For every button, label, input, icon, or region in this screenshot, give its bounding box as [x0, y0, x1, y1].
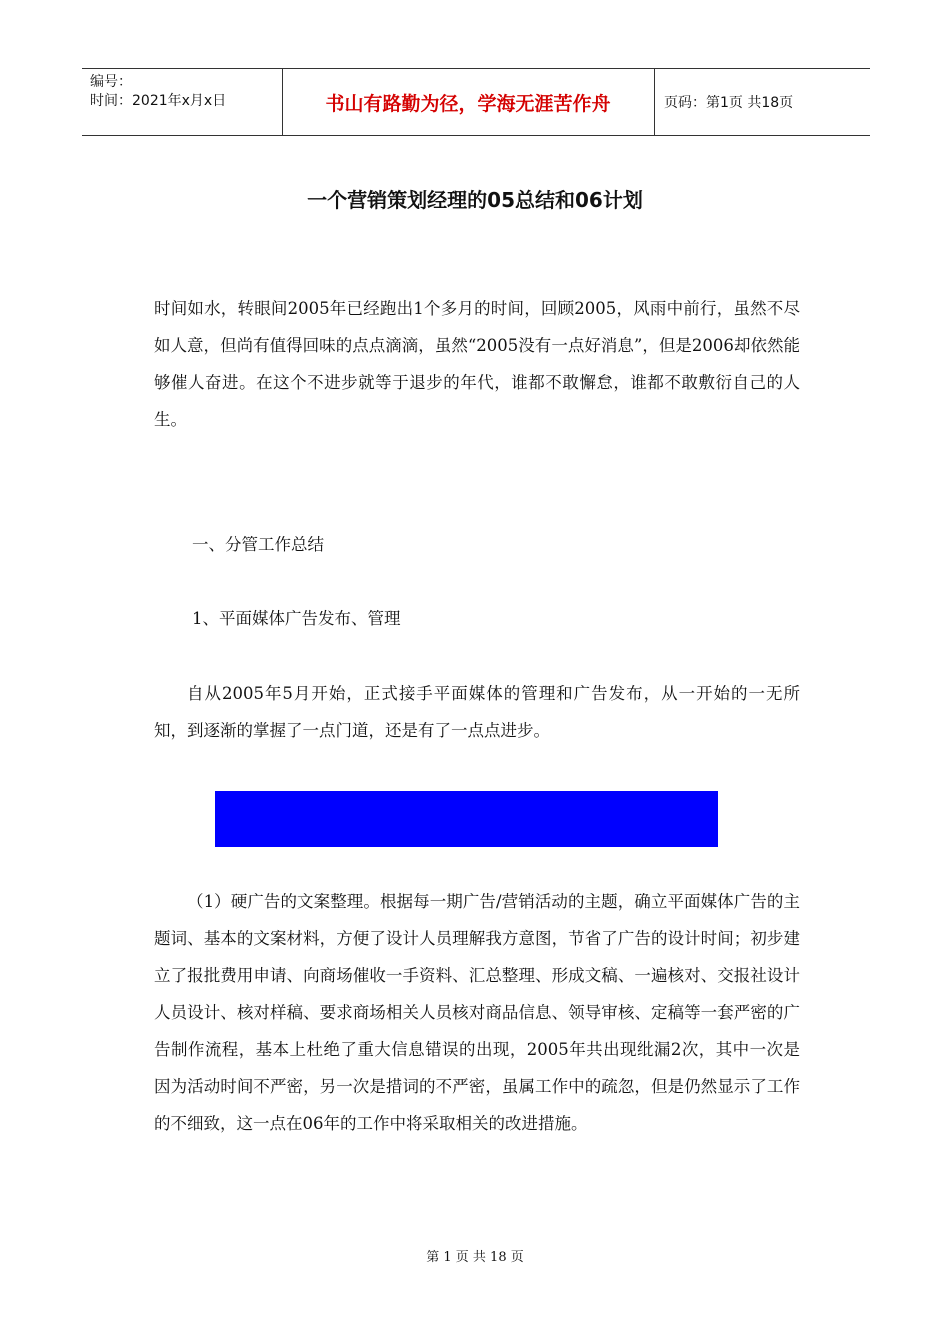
page-footer: 第 1 页 共 18 页	[426, 1250, 524, 1265]
document-title: 一个营销策划经理的05总结和06计划	[307, 188, 643, 212]
header-meta	[90, 73, 226, 111]
intro-paragraph: 时间如水，转眼间2005年已经跑出1个多月的时间，回顾2005，风雨中前行，虽然不尽如人意，但尚有值得回味的点点滴滴，虽然“2005没有一点好消息”，但是2006却依然能够催人奋进。在这个不进步就等于退步的年代，谁都不敢懈怠，谁都不敢敷衍自己的人生。	[154, 299, 800, 429]
section-heading: 一、分管工作总结	[192, 535, 324, 554]
header-number-label: 编号：	[90, 74, 132, 90]
document-header	[82, 68, 870, 136]
header-page-info: 页码：第1页 共18页	[664, 95, 794, 111]
blue-image-block	[215, 791, 718, 847]
body-paragraph-copywriting: （1）硬广告的文案整理。根据每一期广告/营销活动的主题，确立平面媒体广告的主题词、基本的文案材料，方便了设计人员理解我方意图，节省了广告的设计时间；初步建立了报批费用申请、向商场催收一手资料、汇总整理、形成文稿、一遍核对、交报社设计人员设计、核对样稿、要求商场相关人员核对商品信息、领导审核、定稿等一套严密的广告制作流程，基本上杜绝了重大信息错误的出现，2005年共出现纰漏2次，其中一次是因为活动时间不严密，另一次是措词的不严密，虽属工作中的疏忽，但是仍然显示了工作的不细致，这一点在06年的工作中将采取相关的改进措施。	[154, 892, 800, 1133]
header-date-label: 时间：2021年x月x日	[90, 93, 227, 109]
subsection-heading: 1、平面媒体广告发布、管理	[192, 609, 401, 628]
header-divider-right	[654, 69, 655, 135]
header-motto: 书山有路勤为径，学海无涯苦作舟	[325, 92, 611, 115]
body-paragraph-media: 自从2005年5月开始，正式接手平面媒体的管理和广告发布，从一开始的一无所知，到逐渐的掌握了一点门道，还是有了一点点进步。	[154, 684, 800, 740]
